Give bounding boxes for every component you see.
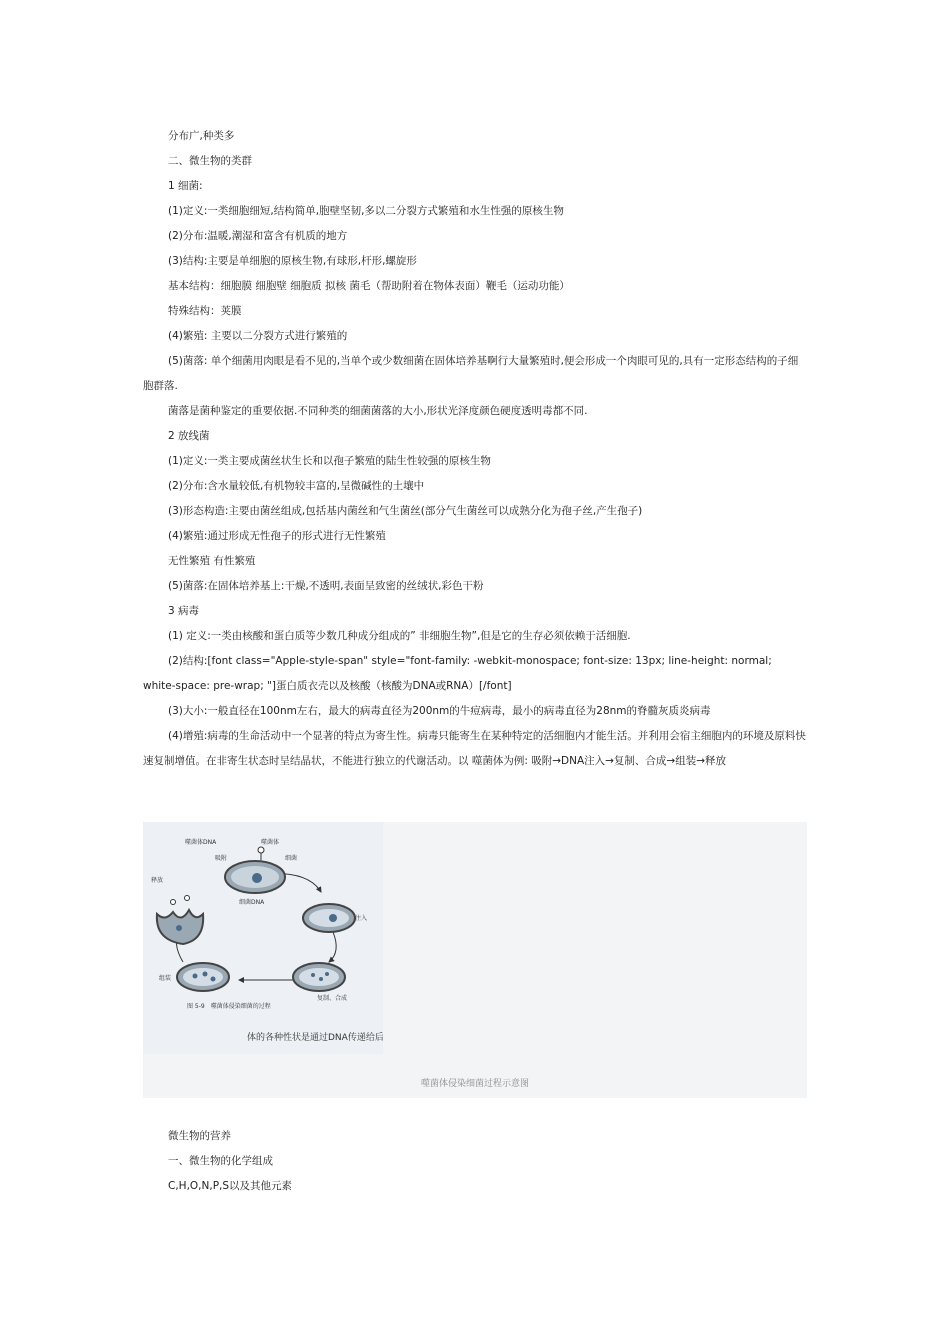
section-heading: 二、微生物的类群 (168, 155, 252, 167)
phage-infection-diagram (143, 822, 383, 1054)
cell-assemble (177, 963, 229, 991)
subsection-heading: 3 病毒 (168, 605, 200, 617)
figure-caption: 噬菌体侵染细菌过程示意图 (420, 1079, 529, 1089)
cell-replicate (293, 963, 345, 991)
figure-bottom-text: 体的各种性状是通过DNA传递给后代 (247, 1033, 383, 1043)
label-phage-dna: 噬菌体DNA (185, 839, 217, 846)
cell-inject (303, 904, 355, 932)
text-line: (4)繁殖: 主要以二分裂方式进行繁殖的 (168, 330, 348, 342)
text-paragraph: (4)增殖:病毒的生命活动中一个显著的特点为寄生性。病毒只能寄生在某种特定的活细胞内才能生活。并利用会宿主细胞内的环境及原料快速复制增值。在非寄生状态时呈结晶状，不能进行独立的代谢活动。以 噬菌体为例: 吸附→DNA注入→复制、合成→组装→释放 (143, 730, 806, 767)
text-line: (1)定义:一类细胞细短,结构简单,胞壁坚韧,多以二分裂方式繁殖和水生性强的原核生物 (168, 205, 564, 217)
section-heading: 微生物的营养 (168, 1130, 231, 1142)
text-paragraph: (5)菌落: 单个细菌用肉眼是看不见的,当单个或少数细菌在固体培养基啊行大量繁殖时,便会形成一个肉眼可见的,具有一定形态结构的子细胞群落. (143, 355, 799, 392)
text-line: (2)分布:温暖,潮湿和富含有机质的地方 (168, 230, 348, 242)
text-line: 菌落是菌种鉴定的重要依据.不同种类的细菌菌落的大小,形状光泽度颜色硬度透明毒都不同. (168, 405, 588, 417)
text-line: (1)定义:一类主要成菌丝状生长和以孢子繁殖的陆生性较强的原核生物 (168, 455, 491, 467)
text-line: (2)分布:含水量较低,有机物较丰富的,呈微碱性的土壤中 (168, 480, 425, 492)
figure-container (143, 822, 807, 1098)
label-bacterial-dna: 细菌DNA (239, 899, 265, 906)
text-line: 无性繁殖 有性繁殖 (168, 555, 256, 567)
label-bacterium: 细菌 (285, 855, 298, 862)
text-line: (4)繁殖:通过形成无性孢子的形式进行无性繁殖 (168, 530, 386, 542)
subsection-heading: 1 细菌: (168, 180, 203, 192)
text-line: (5)菌落:在固体培养基上:干燥,不透明,表面呈致密的丝绒状,彩色干粉 (168, 580, 484, 592)
text-line: 特殊结构：荚膜 (168, 305, 242, 317)
text-line: (1) 定义:一类由核酸和蛋白质等少数几种成分组成的” 非细胞生物”,但是它的生存必须依赖于活细胞. (168, 630, 631, 642)
text-line: (3)大小:一般直径在100nm左右，最大的病毒直径为200nm的牛痘病毒，最小的病毒直径为28nm的脊髓灰质炎病毒 (168, 705, 711, 717)
text-paragraph: (2)结构:[font class="Apple-style-span" style="font-family: -webkit-monospace; font-size: 13px; line-height: normal; white-space: pre-wrap; "]蛋白质衣壳以及核酸（核酸为DNA或RNA）[/font] (143, 655, 772, 692)
label-assemble: 组装 (159, 975, 172, 982)
text-line: 分布广,种类多 (168, 130, 235, 142)
label-inject: 注入 (355, 915, 368, 922)
text-line: 基本结构：细胞膜 细胞壁 细胞质 拟核 菌毛（帮助附着在物体表面）鞭毛（运动功能） (168, 280, 570, 292)
diagram-svg (143, 822, 383, 1054)
figure-title: 图 5-9 噬菌体侵染细菌的过程 (187, 1003, 271, 1010)
subsection-heading: 2 放线菌 (168, 430, 210, 442)
label-phage: 噬菌体 (261, 839, 280, 846)
text-line: C,H,O,N,P,S以及其他元素 (168, 1180, 293, 1192)
section-heading: 一、微生物的化学组成 (168, 1155, 273, 1167)
label-adsorb: 吸附 (215, 855, 228, 862)
text-line: (3)形态构造:主要由菌丝组成,包括基内菌丝和气生菌丝(部分气生菌丝可以成熟分化为孢子丝,产生孢子) (168, 505, 643, 517)
text-line: (3)结构:主要是单细胞的原核生物,有球形,杆形,螺旋形 (168, 255, 417, 267)
label-release: 释放 (151, 877, 164, 884)
label-replicate: 复制、合成 (317, 995, 348, 1002)
